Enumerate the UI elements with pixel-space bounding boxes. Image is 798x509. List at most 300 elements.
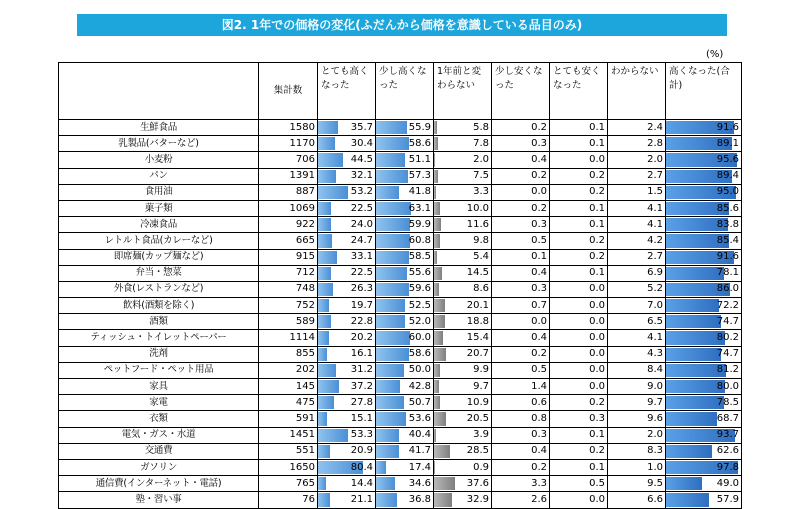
row-value-cell — [666, 314, 742, 330]
row-value-cell — [492, 217, 550, 233]
value-label: 3.3 — [473, 186, 491, 197]
value-bar — [608, 218, 610, 231]
value-bar — [608, 283, 611, 296]
value-label: 20.2 — [351, 332, 375, 343]
value-bar — [318, 493, 330, 506]
value-label: 32.9 — [467, 494, 491, 505]
row-value-cell — [376, 200, 434, 216]
value-label: 0.2 — [589, 170, 607, 181]
value-label: 9.7 — [647, 397, 665, 408]
row-value-cell — [666, 265, 742, 281]
price-change-table — [58, 62, 742, 509]
value-bar — [608, 348, 610, 361]
row-value-cell — [550, 330, 608, 346]
row-value-cell — [434, 249, 492, 265]
row-value-cell — [608, 443, 666, 459]
row-count: 551 — [259, 443, 318, 459]
row-value-cell — [434, 120, 492, 136]
row-value-cell — [376, 427, 434, 443]
row-value-cell — [492, 395, 550, 411]
row-value-cell — [434, 152, 492, 168]
value-bar — [434, 137, 438, 150]
row-count: 76 — [259, 492, 318, 508]
value-label: 2.0 — [473, 154, 491, 165]
value-label: 5.8 — [473, 122, 491, 133]
value-label: 95.0 — [717, 186, 741, 197]
value-bar — [376, 234, 410, 247]
value-bar — [376, 121, 407, 134]
row-value-cell — [434, 427, 492, 443]
table-row — [59, 217, 742, 233]
value-bar — [318, 364, 336, 377]
row-value-cell — [318, 330, 376, 346]
value-label: 49.0 — [717, 478, 741, 489]
row-item-name: 衣類 — [59, 411, 259, 427]
value-label: 26.3 — [351, 283, 375, 294]
value-label: 60.8 — [409, 235, 433, 246]
value-label: 18.8 — [467, 316, 491, 327]
row-value-cell — [434, 411, 492, 427]
row-value-cell — [492, 136, 550, 152]
value-label: 0.4 — [531, 154, 549, 165]
value-bar — [608, 315, 612, 328]
table-row — [59, 330, 742, 346]
value-bar — [376, 429, 399, 442]
row-value-cell — [666, 152, 742, 168]
row-value-cell — [434, 168, 492, 184]
value-label: 4.3 — [647, 348, 665, 359]
value-bar — [376, 445, 399, 458]
row-item-name: ティッシュ・トイレットペーパー — [59, 330, 259, 346]
value-bar — [318, 170, 336, 183]
row-item-name: 菓子類 — [59, 200, 259, 216]
value-label: 7.8 — [473, 138, 491, 149]
row-value-cell — [666, 362, 742, 378]
row-value-cell — [550, 281, 608, 297]
row-value-cell — [318, 379, 376, 395]
row-value-cell — [318, 136, 376, 152]
value-bar — [434, 218, 441, 231]
value-label: 9.6 — [647, 413, 665, 424]
row-value-cell — [666, 379, 742, 395]
value-bar — [318, 153, 343, 166]
row-value-cell — [608, 379, 666, 395]
row-value-cell — [434, 443, 492, 459]
value-label: 0.0 — [589, 316, 607, 327]
row-value-cell — [608, 362, 666, 378]
value-label: 53.3 — [351, 429, 375, 440]
value-label: 5.4 — [473, 251, 491, 262]
value-bar — [376, 331, 410, 344]
value-label: 0.6 — [531, 397, 549, 408]
value-bar — [376, 137, 409, 150]
table-row — [59, 249, 742, 265]
value-label: 58.6 — [409, 348, 433, 359]
value-label: 4.2 — [647, 235, 665, 246]
value-bar — [608, 331, 610, 344]
row-count: 712 — [259, 265, 318, 281]
row-count: 475 — [259, 395, 318, 411]
value-label: 81.2 — [717, 364, 741, 375]
row-value-cell — [666, 184, 742, 200]
row-value-cell — [376, 379, 434, 395]
table-row — [59, 492, 742, 508]
value-label: 20.1 — [467, 300, 491, 311]
row-count: 1650 — [259, 459, 318, 475]
value-bar — [608, 153, 609, 166]
value-label: 16.1 — [351, 348, 375, 359]
value-label: 20.7 — [467, 348, 491, 359]
table-row — [59, 233, 742, 249]
row-value-cell — [376, 395, 434, 411]
row-value-cell — [666, 120, 742, 136]
value-label: 0.0 — [589, 300, 607, 311]
value-label: 0.1 — [531, 251, 549, 262]
row-value-cell — [608, 476, 666, 492]
value-bar — [318, 315, 331, 328]
value-label: 95.6 — [717, 154, 741, 165]
row-item-name: 外食(レストランなど) — [59, 281, 259, 297]
row-value-cell — [666, 346, 742, 362]
value-label: 51.1 — [409, 154, 433, 165]
row-value-cell — [492, 427, 550, 443]
row-count: 665 — [259, 233, 318, 249]
value-label: 42.8 — [409, 381, 433, 392]
value-bar — [666, 493, 709, 506]
row-item-name: 弁当・惣菜 — [59, 265, 259, 281]
value-bar — [318, 299, 329, 312]
value-bar — [434, 364, 440, 377]
value-label: 22.5 — [351, 267, 375, 278]
row-value-cell — [550, 476, 608, 492]
value-label: 8.6 — [473, 283, 491, 294]
row-value-cell — [608, 411, 666, 427]
value-label: 27.8 — [351, 397, 375, 408]
table-row — [59, 120, 742, 136]
value-bar — [608, 121, 609, 134]
value-bar — [376, 153, 405, 166]
value-bar — [376, 299, 405, 312]
row-value-cell — [608, 330, 666, 346]
row-value-cell — [376, 346, 434, 362]
value-bar — [376, 396, 404, 409]
value-label: 72.2 — [717, 300, 741, 311]
row-value-cell — [318, 217, 376, 233]
value-bar — [434, 186, 436, 199]
value-label: 17.4 — [409, 462, 433, 473]
value-bar — [434, 477, 455, 490]
value-label: 0.1 — [589, 122, 607, 133]
value-label: 0.1 — [589, 219, 607, 230]
value-bar — [608, 137, 610, 150]
row-value-cell — [318, 395, 376, 411]
table-row — [59, 443, 742, 459]
value-bar — [318, 445, 330, 458]
row-value-cell — [434, 362, 492, 378]
value-label: 74.7 — [717, 316, 741, 327]
value-label: 0.0 — [589, 494, 607, 505]
table-row — [59, 459, 742, 475]
row-value-cell — [434, 395, 492, 411]
row-value-cell — [550, 298, 608, 314]
value-bar — [318, 121, 338, 134]
row-value-cell — [608, 168, 666, 184]
value-bar — [608, 170, 610, 183]
value-label: 78.1 — [717, 267, 741, 278]
value-label: 32.1 — [351, 170, 375, 181]
row-value-cell — [608, 200, 666, 216]
value-bar — [434, 234, 440, 247]
value-label: 19.7 — [351, 300, 375, 311]
row-value-cell — [434, 265, 492, 281]
value-bar — [376, 202, 411, 215]
row-value-cell — [318, 476, 376, 492]
value-label: 52.5 — [409, 300, 433, 311]
row-value-cell — [608, 427, 666, 443]
value-bar — [608, 267, 612, 280]
row-value-cell — [608, 184, 666, 200]
row-value-cell — [550, 168, 608, 184]
row-value-cell — [318, 200, 376, 216]
row-value-cell — [666, 427, 742, 443]
row-value-cell — [550, 184, 608, 200]
row-value-cell — [492, 346, 550, 362]
row-value-cell — [608, 152, 666, 168]
value-label: 52.0 — [409, 316, 433, 327]
row-value-cell — [608, 395, 666, 411]
row-value-cell — [434, 200, 492, 216]
value-bar — [434, 267, 442, 280]
row-value-cell — [376, 492, 434, 508]
table-row — [59, 427, 742, 443]
value-label: 44.5 — [351, 154, 375, 165]
value-label: 58.6 — [409, 138, 433, 149]
value-label: 2.8 — [647, 138, 665, 149]
value-label: 0.5 — [531, 235, 549, 246]
row-value-cell — [434, 459, 492, 475]
value-label: 53.2 — [351, 186, 375, 197]
row-value-cell — [550, 443, 608, 459]
header-item-name — [59, 63, 259, 120]
value-label: 10.0 — [467, 203, 491, 214]
row-value-cell — [666, 395, 742, 411]
row-value-cell — [492, 233, 550, 249]
chart-title: 図2. 1年での価格の変化(ふだんから価格を意識している品目のみ) — [77, 14, 727, 36]
value-label: 55.9 — [409, 122, 433, 133]
table-row — [59, 152, 742, 168]
value-label: 0.0 — [589, 283, 607, 294]
header-unchanged: 1年前と変わらない — [434, 63, 492, 120]
row-value-cell — [550, 362, 608, 378]
value-bar — [318, 348, 327, 361]
value-label: 50.7 — [409, 397, 433, 408]
value-label: 53.6 — [409, 413, 433, 424]
value-label: 22.5 — [351, 203, 375, 214]
value-bar — [434, 429, 436, 442]
row-value-cell — [492, 120, 550, 136]
value-bar — [608, 202, 610, 215]
value-label: 8.3 — [647, 445, 665, 456]
row-value-cell — [550, 233, 608, 249]
value-label: 78.5 — [717, 397, 741, 408]
row-value-cell — [608, 281, 666, 297]
row-value-cell — [666, 443, 742, 459]
row-value-cell — [434, 184, 492, 200]
value-label: 0.1 — [589, 203, 607, 214]
value-bar — [608, 299, 612, 312]
row-item-name: 塾・習い事 — [59, 492, 259, 508]
row-value-cell — [434, 281, 492, 297]
value-label: 97.8 — [717, 462, 741, 473]
row-value-cell — [318, 168, 376, 184]
row-value-cell — [492, 298, 550, 314]
value-bar — [666, 396, 724, 409]
value-label: 0.3 — [531, 138, 549, 149]
value-label: 0.2 — [589, 397, 607, 408]
value-bar — [434, 493, 452, 506]
value-label: 0.3 — [589, 413, 607, 424]
row-value-cell — [376, 443, 434, 459]
value-label: 0.2 — [531, 122, 549, 133]
value-label: 0.2 — [531, 170, 549, 181]
value-label: 0.4 — [531, 267, 549, 278]
value-bar — [608, 396, 613, 409]
row-count: 765 — [259, 476, 318, 492]
row-value-cell — [666, 298, 742, 314]
value-bar — [608, 493, 612, 506]
value-label: 41.8 — [409, 186, 433, 197]
row-value-cell — [666, 168, 742, 184]
row-value-cell — [318, 362, 376, 378]
value-label: 1.0 — [647, 462, 665, 473]
value-label: 68.7 — [717, 413, 741, 424]
value-bar — [376, 186, 399, 199]
value-label: 63.1 — [409, 203, 433, 214]
value-label: 0.1 — [589, 138, 607, 149]
table-row — [59, 476, 742, 492]
value-bar — [434, 299, 445, 312]
row-value-cell — [434, 298, 492, 314]
value-bar — [434, 170, 438, 183]
value-label: 2.4 — [647, 122, 665, 133]
table-row — [59, 346, 742, 362]
value-label: 37.2 — [351, 381, 375, 392]
value-label: 83.8 — [717, 219, 741, 230]
value-label: 30.4 — [351, 138, 375, 149]
row-item-name: 洗剤 — [59, 346, 259, 362]
value-label: 59.6 — [409, 283, 433, 294]
value-label: 14.4 — [351, 478, 375, 489]
value-label: 80.4 — [351, 462, 375, 473]
value-label: 91.6 — [717, 251, 741, 262]
value-bar — [376, 283, 409, 296]
row-item-name: 酒類 — [59, 314, 259, 330]
header-higher-total: 高くなった(合計) — [666, 63, 742, 120]
value-label: 2.0 — [647, 154, 665, 165]
row-count: 589 — [259, 314, 318, 330]
row-count: 591 — [259, 411, 318, 427]
value-bar — [608, 251, 610, 264]
row-value-cell — [550, 459, 608, 475]
row-value-cell — [376, 233, 434, 249]
value-label: 4.1 — [647, 332, 665, 343]
row-item-name: 生鮮食品 — [59, 120, 259, 136]
value-bar — [608, 445, 613, 458]
row-value-cell — [492, 492, 550, 508]
value-bar — [434, 331, 443, 344]
value-label: 10.9 — [467, 397, 491, 408]
value-label: 89.4 — [717, 170, 741, 181]
row-value-cell — [666, 492, 742, 508]
row-value-cell — [376, 168, 434, 184]
row-value-cell — [550, 200, 608, 216]
table-row — [59, 265, 742, 281]
value-bar — [318, 477, 326, 490]
value-label: 9.5 — [647, 478, 665, 489]
row-value-cell — [434, 233, 492, 249]
row-value-cell — [318, 459, 376, 475]
row-count: 1580 — [259, 120, 318, 136]
value-label: 0.2 — [589, 251, 607, 262]
row-count: 1114 — [259, 330, 318, 346]
value-bar — [608, 186, 609, 199]
value-bar — [318, 396, 334, 409]
row-value-cell — [608, 346, 666, 362]
value-bar — [318, 137, 335, 150]
value-bar — [434, 396, 440, 409]
row-value-cell — [318, 152, 376, 168]
row-value-cell — [376, 249, 434, 265]
row-value-cell — [434, 330, 492, 346]
value-bar — [608, 412, 613, 425]
row-value-cell — [492, 443, 550, 459]
value-bar — [492, 493, 494, 506]
row-value-cell — [666, 233, 742, 249]
value-label: 0.1 — [589, 429, 607, 440]
value-bar — [434, 251, 437, 264]
row-value-cell — [492, 184, 550, 200]
row-value-cell — [666, 249, 742, 265]
row-item-name: 飲料(酒類を除く) — [59, 298, 259, 314]
value-label: 36.8 — [409, 494, 433, 505]
row-value-cell — [492, 249, 550, 265]
value-label: 0.2 — [531, 462, 549, 473]
value-label: 59.9 — [409, 219, 433, 230]
row-value-cell — [550, 136, 608, 152]
value-label: 0.2 — [589, 445, 607, 456]
header-slightly-higher: 少し高くなった — [376, 63, 434, 120]
header-much-lower: とても安くなった — [550, 63, 608, 120]
row-value-cell — [666, 136, 742, 152]
row-value-cell — [434, 476, 492, 492]
row-value-cell — [318, 249, 376, 265]
header-much-higher: とても高くなった — [318, 63, 376, 120]
row-value-cell — [550, 411, 608, 427]
value-bar — [318, 267, 331, 280]
table-row — [59, 200, 742, 216]
row-value-cell — [376, 314, 434, 330]
value-bar — [318, 202, 331, 215]
value-label: 37.6 — [467, 478, 491, 489]
value-label: 4.1 — [647, 219, 665, 230]
row-value-cell — [318, 265, 376, 281]
value-bar — [666, 267, 724, 280]
row-value-cell — [434, 379, 492, 395]
row-value-cell — [666, 281, 742, 297]
row-value-cell — [376, 459, 434, 475]
value-label: 0.8 — [531, 413, 549, 424]
row-value-cell — [376, 330, 434, 346]
